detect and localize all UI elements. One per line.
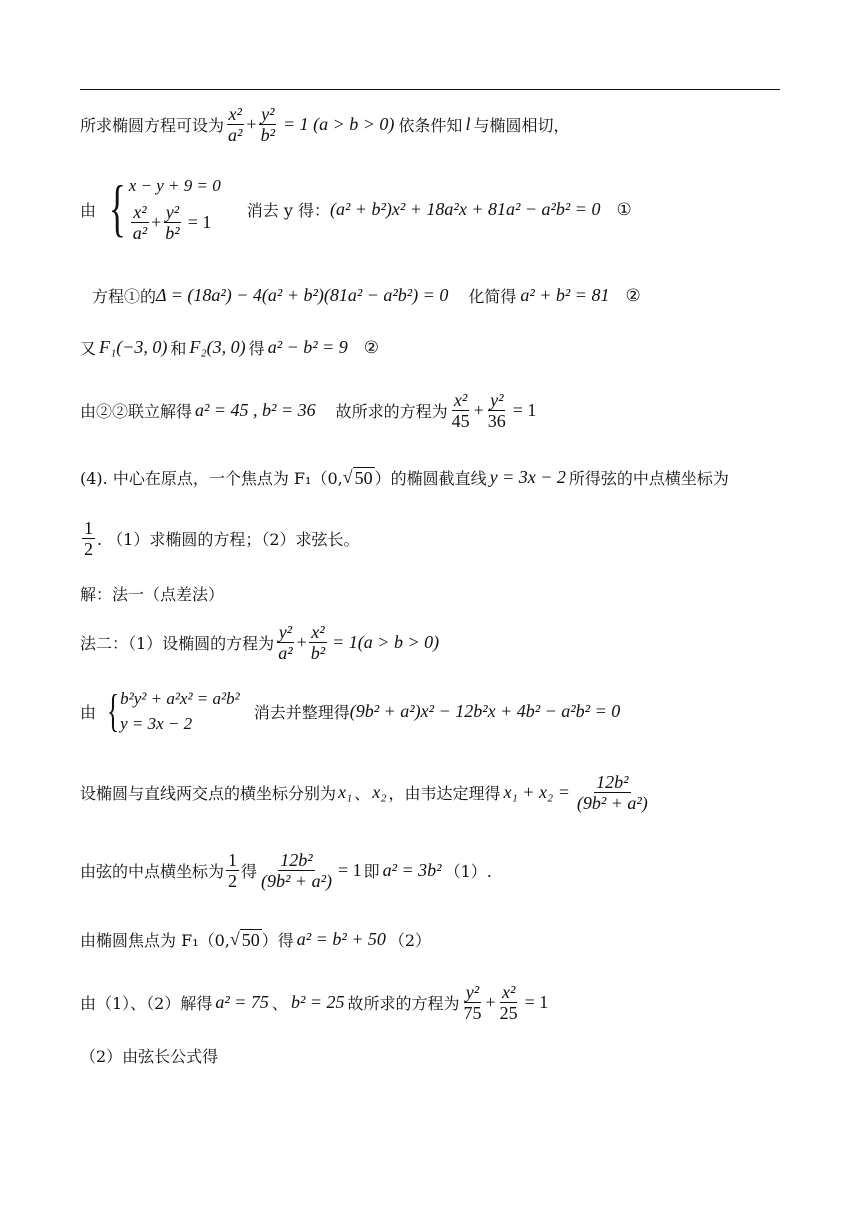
brace-icon: { bbox=[108, 172, 126, 243]
fraction: $\frac{\text{y²}}{75}$ bbox=[463, 982, 482, 1023]
equation: a² + b² = 81 bbox=[520, 285, 610, 305]
line-result: 由（1）、（2）解得 a² = 75 、 b² = 25 故所求的方程为 $\frac{\text{y²}}{75}$ + $\frac{\text{x²}}{25}$ = 1 bbox=[80, 982, 549, 1023]
fraction: $\frac{1}{2}$ bbox=[228, 850, 238, 891]
equation: b² = 25 bbox=[290, 992, 345, 1012]
equation: Δ = (18a²) − 4(a² + b²)(81a² − a²b²) = 0 bbox=[156, 285, 449, 305]
equation: (9b² + a²)x² − 12b²x + 4b² − a²b² = 0 bbox=[349, 700, 621, 721]
line-method-1: 解：法一（点差法） bbox=[80, 585, 225, 604]
line-system-1: 由 { x − y + 9 = 0 $\frac{\text{x²}}{\text{a²}}$ + $\frac{\text{y²}}{\text{b²}}$ = 1 消去 y 得： (a² + b²)x² + 18a²x + 81a² − a²b² = 0 ① bbox=[80, 172, 632, 243]
line-system-2: 由 { b²y² + a²x² = a²b² y = 3x − 2 消去并整理得 (9b² + a²)x² − 12b²x + 4b² − a²b² = 0 bbox=[80, 685, 621, 736]
line-method-2: 法二：（1）设椭圆的方程为 $\frac{\text{y²}}{\text{a²}}$ + $\frac{\text{x²}}{\text{b²}}$ = 1(a > b > 0) bbox=[80, 622, 440, 663]
fraction: $\frac{\text{12b²}}{\text{(9b² + a²)}}$ bbox=[261, 850, 332, 891]
equation: y = 3x − 2 bbox=[489, 467, 566, 487]
equation: a² − b² = 9 bbox=[267, 337, 348, 357]
text: 所求椭圆方程可设为 bbox=[80, 116, 225, 135]
fraction: $\frac{1}{2}$ bbox=[84, 518, 93, 559]
line-focus: 由椭圆焦点为 F₁（0, √ 50 ）得 a² = b² + 50 （2） bbox=[80, 928, 432, 950]
fraction: $\frac{\text{x²}}{\text{b²}}$ bbox=[310, 622, 326, 663]
fraction: $\frac{\text{y²}}{\text{a²}}$ bbox=[278, 622, 293, 663]
line-chord-length: （2）由弦长公式得 bbox=[80, 1047, 219, 1066]
equation: a² = 3b² bbox=[382, 860, 442, 880]
fraction: $\frac{\text{x²}}{25}$ bbox=[499, 982, 518, 1023]
square-root: √ 50 bbox=[229, 928, 260, 950]
square-root: √ 50 bbox=[342, 466, 373, 488]
line-vieta: 设椭圆与直线两交点的横坐标分别为 x₁ 、 x₂ ，由韦达定理得 x₁ + x₂ = $\frac{\text{12b²}}{\text{(9b² + a²)}}$ bbox=[80, 772, 648, 813]
equation: a² = b² + 50 bbox=[296, 929, 386, 949]
line-solution: 由②②联立解得 a² = 45 , b² = 36 故所求的方程为 $\frac{\text{x²}}{45}$ + $\frac{\text{y²}}{36}$ = 1 bbox=[80, 390, 537, 431]
equation-system: { x − y + 9 = 0 $\frac{\text{x²}}{\text{a²}}$ + $\frac{\text{y²}}{\text{b²}}$ = 1 bbox=[108, 172, 221, 243]
equation-marker: ② bbox=[363, 337, 380, 358]
fraction: $\frac{\text{y²}}{36}$ bbox=[487, 390, 506, 431]
fraction: $\frac{\text{12b²}}{\text{(9b² + a²)}}$ bbox=[576, 772, 648, 813]
line-foci: 又 F₁(−3, 0) 和 F₂(3, 0) 得 a² − b² = 9 ② bbox=[80, 337, 380, 358]
equation: a² = 75 bbox=[215, 992, 269, 1012]
equation-marker: ① bbox=[616, 199, 632, 220]
equation: (a² + b²)x² + 18a²x + 81a² − a²b² = 0 bbox=[329, 199, 601, 219]
fraction: $\frac{\text{x²}}{\text{a²}}$ bbox=[228, 104, 243, 145]
line-midpoint: 由弦的中点横坐标为 $\frac{1}{2}$ 得 $\frac{\text{12b²}}{\text{(9b² + a²)}}$ = 1 即 a² = 3b² （1）. bbox=[80, 850, 492, 891]
equation-marker: ② bbox=[625, 285, 641, 306]
line-problem-4-cont: $\frac{1}{2}$ . （1）求椭圆的方程；（2）求弦长。 bbox=[84, 518, 360, 559]
line-ellipse-assumption: 所求椭圆方程可设为 $\frac{\text{x²}}{\text{a²}}$ + $\frac{\text{y²}}{\text{b²}}$ = 1 (a > b > 0) 依条件知 l 与椭圆相切， bbox=[80, 104, 570, 145]
fraction: $\frac{\text{x²}}{45}$ bbox=[451, 390, 470, 431]
equation: a² = 45 , b² = 36 bbox=[195, 400, 316, 420]
line-discriminant: 方程①的 Δ = (18a²) − 4(a² + b²)(81a² − a²b²) = 0 化简得 a² + b² = 81 ② bbox=[92, 285, 641, 306]
header-rule bbox=[80, 89, 780, 90]
equation-system: { b²y² + a²x² = a²b² y = 3x − 2 bbox=[106, 685, 240, 736]
brace-icon: { bbox=[106, 685, 120, 736]
line-problem-4: (4). 中心在原点，一个焦点为 F₁（0, √ 50 ）的椭圆截直线 y = 3x − 2 所得弦的中点横坐标为 bbox=[80, 466, 729, 488]
fraction: $\frac{\text{y²}}{\text{b²}}$ bbox=[260, 104, 275, 145]
